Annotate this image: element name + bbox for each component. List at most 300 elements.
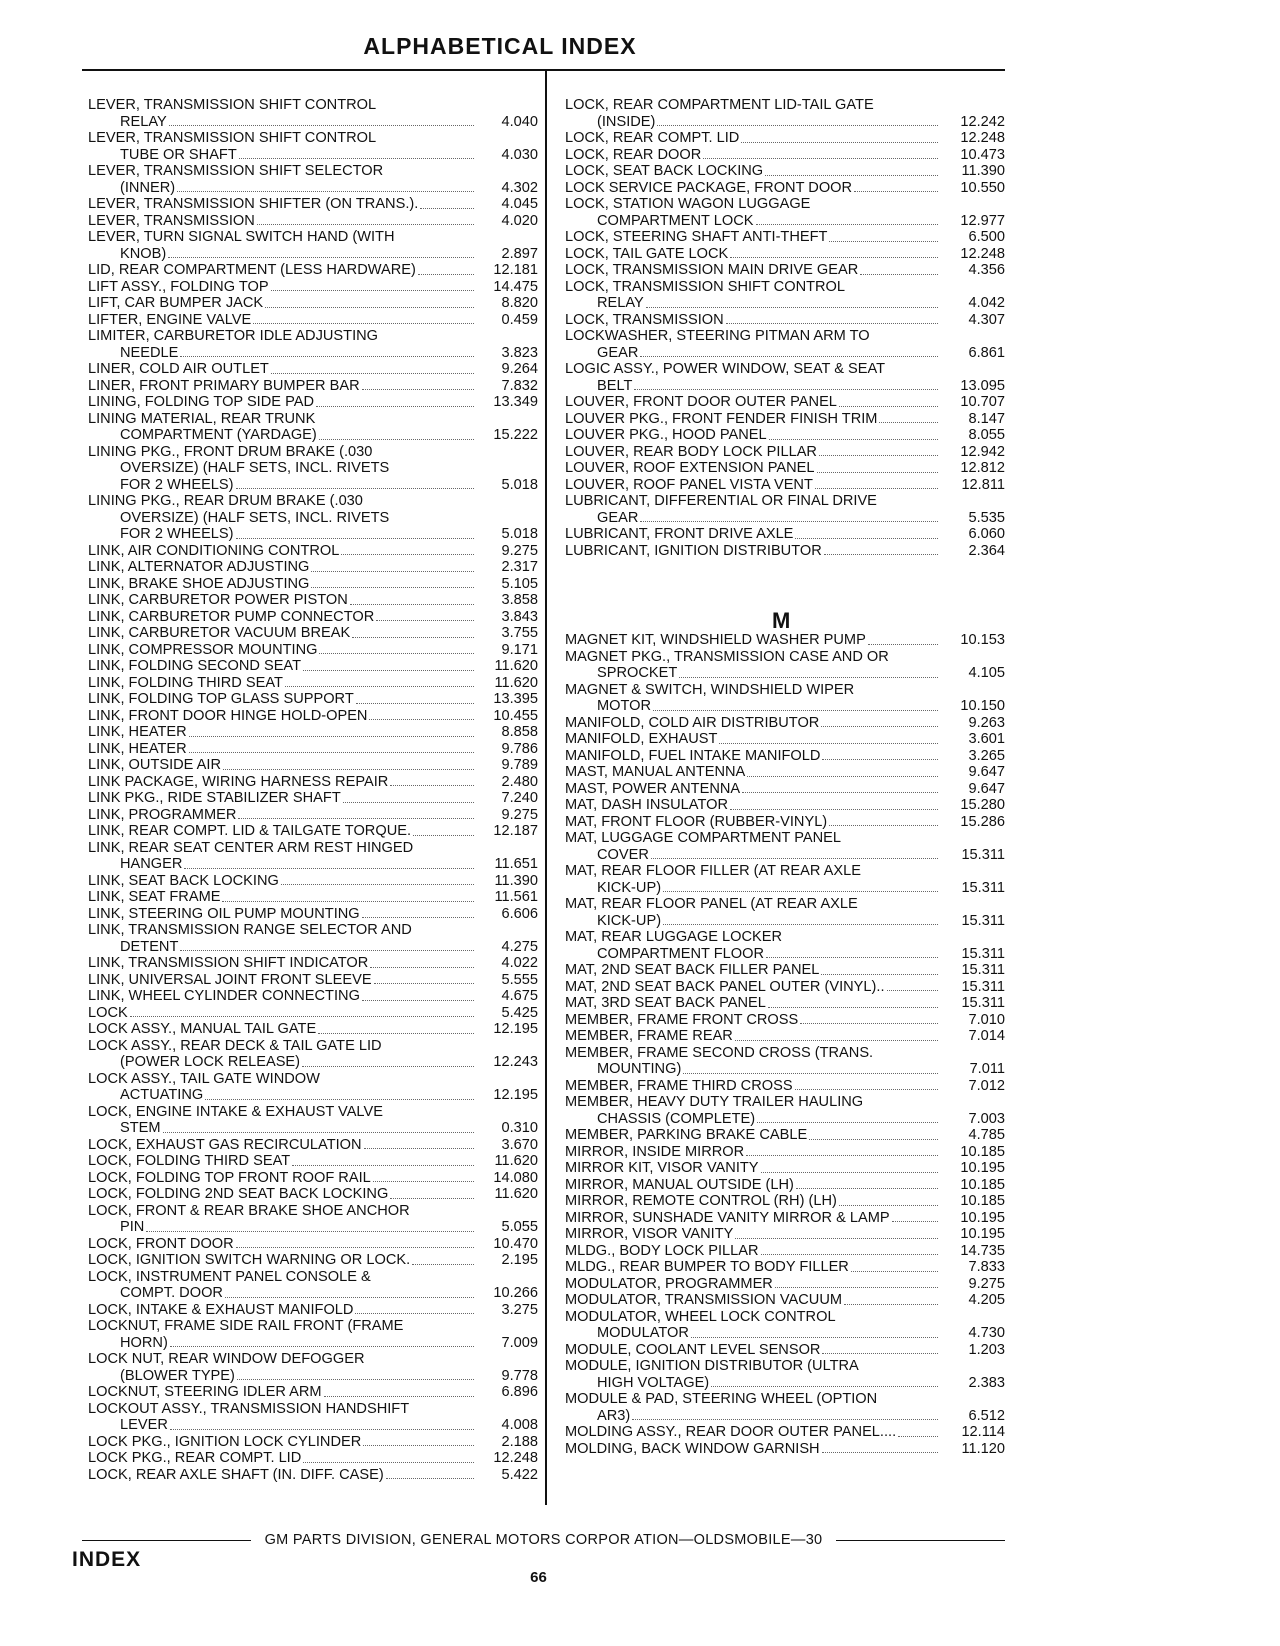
entry-description (565, 781, 940, 798)
entry-line (565, 328, 940, 345)
entry-page-ref: 2.364 (968, 542, 1005, 559)
entry-text: MEMBER, FRAME THIRD CROSS (565, 1077, 793, 1094)
entry-description (565, 1028, 940, 1045)
entry-page-ref: 7.011 (969, 1061, 1005, 1077)
entry-page-ref: 4.205 (968, 1292, 1005, 1308)
entry-line (565, 1375, 940, 1392)
entry-line (88, 1384, 476, 1401)
entry-text: LINK, ALTERNATOR ADJUSTING (88, 559, 310, 575)
index-entry (88, 163, 538, 196)
entry-page-ref: 12.942 (960, 443, 1005, 460)
entry-page-ref: 6.896 (501, 1384, 538, 1400)
index-entry (565, 632, 1005, 649)
entry-page-ref: 6.060 (968, 526, 1005, 542)
leader-dots (887, 979, 938, 992)
entry-page-ref: 7.010 (968, 1011, 1005, 1028)
entry-line (88, 691, 476, 708)
entry-text: MOLDING ASSY., REAR DOOR OUTER PANEL.... (565, 1424, 897, 1440)
entry-line (88, 97, 476, 114)
entry-page-ref: 9.263 (968, 714, 1005, 731)
leader-dots (892, 1210, 938, 1223)
entry-page-ref: 4.730 (968, 1325, 1005, 1341)
entry-text: OVERSIZE) (HALF SETS, INCL. RIVETS (120, 509, 390, 526)
entry-text: LOCK, FRONT & REAR BRAKE SHOE ANCHOR (88, 1202, 410, 1219)
entry-description (565, 1342, 940, 1359)
index-entry (88, 543, 538, 560)
entry-line (88, 114, 476, 131)
entry-text: MIRROR, VISOR VANITY (565, 1226, 734, 1242)
entry-page-ref: 2.195 (501, 1252, 538, 1268)
leader-dots (189, 741, 474, 754)
index-entry (565, 427, 1005, 444)
entry-description (565, 444, 940, 461)
entry-page-ref: 14.735 (960, 1242, 1005, 1259)
leader-dots (390, 774, 474, 787)
index-entry (88, 724, 538, 741)
index-entry (88, 873, 538, 890)
entry-line (88, 1252, 476, 1269)
entry-line (88, 543, 476, 560)
leader-dots (854, 180, 938, 193)
footer-rule-right (836, 1540, 1005, 1541)
entry-text: LUBRICANT, DIFFERENTIAL OR FINAL DRIVE (565, 493, 877, 509)
entry-page-ref: 10.473 (960, 146, 1005, 163)
entry-line (88, 1450, 476, 1467)
entry-page-ref: 11.620 (494, 1186, 538, 1202)
entry-line (565, 1177, 940, 1194)
entry-line (565, 698, 940, 715)
entry-description (88, 774, 476, 791)
entry-line (88, 1269, 476, 1286)
entry-text: GEAR (597, 344, 639, 361)
entry-line (88, 790, 476, 807)
entry-page-ref: 3.858 (501, 592, 538, 608)
entry-line (88, 1302, 476, 1319)
entry-text: COVER (597, 846, 649, 863)
leader-dots (362, 906, 474, 919)
leader-dots (829, 814, 938, 827)
index-entry (565, 1226, 1005, 1243)
entry-page-ref: 10.707 (960, 394, 1005, 410)
entry-line (565, 1094, 940, 1111)
index-entry (565, 279, 1005, 312)
leader-dots (189, 724, 474, 737)
leader-dots (374, 972, 474, 985)
entry-page-ref: 9.647 (968, 764, 1005, 780)
leader-dots (319, 427, 474, 440)
leader-dots (316, 394, 474, 407)
entry-page-ref: 15.311 (961, 962, 1005, 978)
entry-line (565, 1012, 940, 1029)
entry-description (565, 411, 940, 428)
entry-line (565, 312, 940, 329)
entry-description (88, 1203, 476, 1236)
entry-text: LOCK, REAR AXLE SHAFT (IN. DIFF. CASE) (88, 1466, 384, 1483)
entry-page-ref: 2.383 (968, 1374, 1005, 1391)
leader-dots (653, 698, 938, 711)
leader-dots (742, 781, 938, 794)
index-entry (565, 147, 1005, 164)
entry-text: RELAY (597, 295, 644, 311)
entry-line (88, 1153, 476, 1170)
entry-description (565, 962, 940, 979)
leader-dots (225, 1285, 474, 1298)
entry-text: LOCKNUT, FRAME SIDE RAIL FRONT (FRAME (88, 1318, 404, 1334)
index-entry (565, 460, 1005, 477)
entry-line (565, 345, 940, 362)
entry-description (565, 1226, 940, 1243)
leader-dots (657, 114, 938, 127)
leader-dots (271, 361, 474, 374)
entry-description (88, 1384, 476, 1401)
entry-text: LINK, FOLDING THIRD SEAT (88, 674, 283, 691)
leader-dots (719, 731, 938, 744)
entry-text: LEVER, TRANSMISSION (88, 212, 255, 229)
leader-dots (324, 1384, 474, 1397)
entry-description (88, 1137, 476, 1154)
entry-description (565, 1127, 940, 1144)
entry-page-ref: 4.785 (968, 1127, 1005, 1143)
entry-description (88, 1236, 476, 1253)
leader-dots (851, 1259, 938, 1272)
entry-text: LINK, REAR COMPT. LID & TAILGATE TORQUE. (88, 823, 412, 839)
entry-text: MODULATOR, PROGRAMMER (565, 1275, 773, 1292)
entry-description (88, 213, 476, 230)
leader-dots (285, 675, 474, 688)
entry-description (565, 130, 940, 147)
entry-page-ref: 9.789 (501, 757, 538, 773)
entry-text: LOCK, REAR COMPT. LID (565, 130, 740, 146)
entry-line (88, 988, 476, 1005)
entry-page-ref: 7.003 (968, 1110, 1005, 1127)
index-entry (88, 1351, 538, 1384)
leader-dots (730, 246, 938, 259)
leader-dots (765, 163, 938, 176)
entry-page-ref: 4.030 (501, 146, 538, 163)
entry-description (88, 708, 476, 725)
entry-description (88, 1170, 476, 1187)
entry-description (565, 1424, 940, 1441)
entry-text: LEVER, TURN SIGNAL SWITCH HAND (WITH (88, 229, 395, 245)
index-entry (565, 814, 1005, 831)
entry-description (565, 1144, 940, 1161)
entry-page-ref: 10.195 (960, 1209, 1005, 1226)
entry-text: MAT, 2ND SEAT BACK PANEL OUTER (VINYL).. (565, 978, 885, 995)
leader-dots (177, 180, 474, 193)
entry-text: LOCK, STEERING SHAFT ANTI-THEFT (565, 229, 828, 245)
leader-dots (632, 1408, 938, 1421)
entry-line (88, 1005, 476, 1022)
entry-line (565, 180, 940, 197)
entry-description (565, 1358, 940, 1391)
entry-line (565, 962, 940, 979)
entry-line (88, 460, 476, 477)
entry-line (88, 1186, 476, 1203)
leader-dots (663, 913, 938, 926)
entry-line (88, 576, 476, 593)
leader-dots (236, 477, 474, 490)
entry-page-ref: 3.601 (968, 731, 1005, 747)
entry-page-ref: 2.897 (501, 245, 538, 262)
entry-line (565, 1045, 940, 1062)
entry-line (88, 1285, 476, 1302)
entry-page-ref: 7.012 (968, 1077, 1005, 1094)
entry-description (88, 1351, 476, 1384)
entry-description (88, 576, 476, 593)
entry-description (565, 1193, 940, 1210)
entry-text: MANIFOLD, FUEL INTAKE MANIFOLD (565, 747, 821, 764)
entry-text: AR3) (597, 1407, 631, 1424)
index-entry (88, 1318, 538, 1351)
index-entry (565, 1193, 1005, 1210)
entry-page-ref: 12.243 (493, 1054, 538, 1070)
leader-dots (761, 1160, 938, 1173)
entry-description (565, 1391, 940, 1424)
entry-line (88, 1137, 476, 1154)
entry-text: LINK, UNIVERSAL JOINT FRONT SLEEVE (88, 971, 372, 988)
entry-page-ref: 7.014 (968, 1028, 1005, 1044)
leader-dots (364, 1137, 474, 1150)
leader-dots (646, 295, 938, 308)
entry-line (88, 625, 476, 642)
index-entry (88, 840, 538, 873)
entry-text: MLDG., REAR BUMPER TO BODY FILLER (565, 1259, 849, 1275)
entry-page-ref: 4.045 (501, 196, 538, 212)
entry-description (565, 863, 940, 896)
entry-text: LEVER, TRANSMISSION SHIFT CONTROL (88, 97, 377, 113)
leader-dots (370, 955, 474, 968)
index-entry (565, 1177, 1005, 1194)
index-entry (88, 1401, 538, 1434)
leader-dots (369, 708, 474, 721)
entry-page-ref: 4.105 (968, 665, 1005, 681)
entry-line (565, 1193, 940, 1210)
leader-dots (168, 246, 474, 259)
index-entry (88, 196, 538, 213)
index-entry (88, 411, 538, 444)
entry-line (565, 1028, 940, 1045)
index-entry (88, 658, 538, 675)
entry-description (88, 295, 476, 312)
entry-line (565, 748, 940, 765)
entry-line (88, 642, 476, 659)
entry-line (88, 394, 476, 411)
entry-page-ref: 10.153 (960, 632, 1005, 648)
leader-dots (303, 658, 474, 671)
entry-line (88, 1170, 476, 1187)
entry-line (565, 1325, 940, 1342)
leader-dots (691, 1325, 938, 1338)
entry-description (565, 1160, 940, 1177)
footer-credit: GM PARTS DIVISION, GENERAL MOTORS CORPOR ATION—OLDSMOBILE—30 (264, 1532, 823, 1548)
entry-text: MAT, LUGGAGE COMPARTMENT PANEL (565, 830, 841, 846)
entry-text: COMPARTMENT FLOOR (597, 945, 765, 962)
entry-description (88, 1071, 476, 1104)
leader-dots (271, 279, 474, 292)
entry-line (88, 873, 476, 890)
index-entry (88, 576, 538, 593)
entry-text: LUBRICANT, FRONT DRIVE AXLE (565, 526, 794, 542)
entry-text: MANIFOLD, EXHAUST (565, 731, 718, 747)
entry-text: MOLDING, BACK WINDOW GARNISH (565, 1440, 820, 1457)
entry-line (565, 1061, 940, 1078)
entry-line (565, 880, 940, 897)
entry-description (88, 592, 476, 609)
entry-line (565, 830, 940, 847)
index-entry (88, 312, 538, 329)
leader-dots (796, 1177, 938, 1190)
entry-text: OVERSIZE) (HALF SETS, INCL. RIVETS (120, 460, 390, 476)
entry-line (565, 97, 940, 114)
index-entry (88, 592, 538, 609)
index-entry (565, 1292, 1005, 1309)
entry-page-ref: 8.820 (501, 295, 538, 311)
entry-text: LOCK ASSY., TAIL GATE WINDOW (88, 1070, 320, 1087)
entry-text: MAGNET PKG., TRANSMISSION CASE AND OR (565, 648, 889, 665)
entry-text: LINK, HEATER (88, 724, 187, 740)
entry-description (565, 460, 940, 477)
index-entry (88, 130, 538, 163)
leader-dots (711, 1375, 938, 1388)
entry-line (565, 1078, 940, 1095)
index-entry (88, 1104, 538, 1137)
entry-line (565, 1259, 940, 1276)
entry-line (88, 856, 476, 873)
entry-text: RELAY (120, 113, 167, 130)
index-entry (88, 1038, 538, 1071)
leader-dots (815, 477, 938, 490)
entry-description (88, 196, 476, 213)
entry-description (88, 559, 476, 576)
index-entry (565, 1028, 1005, 1045)
entry-text: LINK, PROGRAMMER (88, 806, 237, 823)
page-number: 66 (530, 1569, 547, 1586)
index-entry (565, 1144, 1005, 1161)
index-entry (88, 1236, 538, 1253)
leader-dots (356, 691, 474, 704)
entry-text: LEVER, TRANSMISSION SHIFT SELECTOR (88, 163, 384, 179)
entry-line (565, 649, 940, 666)
entry-page-ref: 2.317 (501, 559, 538, 575)
leader-dots (651, 847, 938, 860)
leader-dots (822, 748, 938, 761)
entry-text: LOCK, INTAKE & EXHAUST MANIFOLD (88, 1301, 354, 1318)
entry-text: MIRROR, SUNSHADE VANITY MIRROR & LAMP (565, 1209, 890, 1226)
index-entry (565, 1441, 1005, 1458)
entry-text: LIFTER, ENGINE VALVE (88, 311, 252, 328)
entry-page-ref: 4.307 (968, 311, 1005, 328)
entry-text: CHASSIS (COMPLETE) (597, 1110, 756, 1127)
entry-text: MOTOR (597, 698, 652, 714)
entry-line (88, 295, 476, 312)
entry-line (88, 1401, 476, 1418)
entry-line (565, 814, 940, 831)
leader-dots (822, 1342, 938, 1355)
leader-dots (766, 946, 938, 959)
entry-page-ref: 12.195 (493, 1021, 538, 1037)
index-entry (88, 708, 538, 725)
leader-dots (318, 1021, 474, 1034)
entry-description (88, 972, 476, 989)
entry-text: LINER, FRONT PRIMARY BUMPER BAR (88, 377, 360, 394)
entry-page-ref: 13.349 (493, 394, 538, 410)
leader-dots (768, 995, 938, 1008)
entry-line (565, 1358, 940, 1375)
leader-dots (634, 378, 938, 391)
entry-line (565, 929, 940, 946)
entry-line (565, 1292, 940, 1309)
entry-page-ref: 12.977 (960, 212, 1005, 229)
entry-description (88, 394, 476, 411)
entry-description (565, 526, 940, 543)
leader-dots (236, 1236, 474, 1249)
index-entry (565, 1309, 1005, 1342)
leader-dots (292, 1153, 474, 1166)
entry-line (565, 543, 940, 560)
leader-dots (795, 526, 938, 539)
index-entry (88, 559, 538, 576)
entry-description (565, 715, 940, 732)
index-entry (88, 1137, 538, 1154)
index-entry (565, 1424, 1005, 1441)
leader-dots (703, 147, 938, 160)
entry-text: LOCKWASHER, STEERING PITMAN ARM TO (565, 328, 870, 344)
entry-text: MODULE, COOLANT LEVEL SENSOR (565, 1341, 821, 1358)
entry-description (88, 691, 476, 708)
entry-text: LOCK ASSY., REAR DECK & TAIL GATE LID (88, 1037, 382, 1054)
leader-dots (683, 1061, 938, 1074)
entry-line (88, 246, 476, 263)
entry-description (88, 955, 476, 972)
entry-line (88, 675, 476, 692)
leader-dots (223, 757, 474, 770)
entry-line (565, 477, 940, 494)
index-entry (565, 394, 1005, 411)
entry-text: HIGH VOLTAGE) (597, 1374, 710, 1391)
index-section-label: INDEX (72, 1548, 142, 1571)
entry-description (88, 790, 476, 807)
index-entry (565, 1045, 1005, 1078)
entry-text: SPROCKET (597, 665, 678, 681)
entry-description (565, 312, 940, 329)
entry-page-ref: 3.670 (501, 1136, 538, 1153)
index-entry (88, 807, 538, 824)
entry-text: MAT, DASH INSULATOR (565, 797, 728, 813)
index-entry (565, 863, 1005, 896)
entry-line (88, 840, 476, 857)
index-entry (88, 642, 538, 659)
entry-description (88, 642, 476, 659)
entry-page-ref: 0.310 (501, 1120, 538, 1136)
leader-dots (412, 1252, 474, 1265)
index-entry (88, 328, 538, 361)
entry-description (88, 493, 476, 543)
index-entry (565, 715, 1005, 732)
entry-text: KICK-UP) (597, 912, 662, 929)
entry-line (565, 411, 940, 428)
leader-dots (163, 1120, 474, 1133)
entry-line (565, 493, 940, 510)
entry-text: COMPARTMENT LOCK (597, 212, 754, 229)
index-entry (88, 378, 538, 395)
entry-line (565, 979, 940, 996)
leader-dots (640, 510, 938, 523)
entry-page-ref: 12.248 (493, 1450, 538, 1466)
entry-line (565, 229, 940, 246)
index-column-right-m (565, 632, 1005, 1457)
leader-dots (170, 1417, 474, 1430)
entry-text: LINK, SEAT BACK LOCKING (88, 872, 279, 889)
